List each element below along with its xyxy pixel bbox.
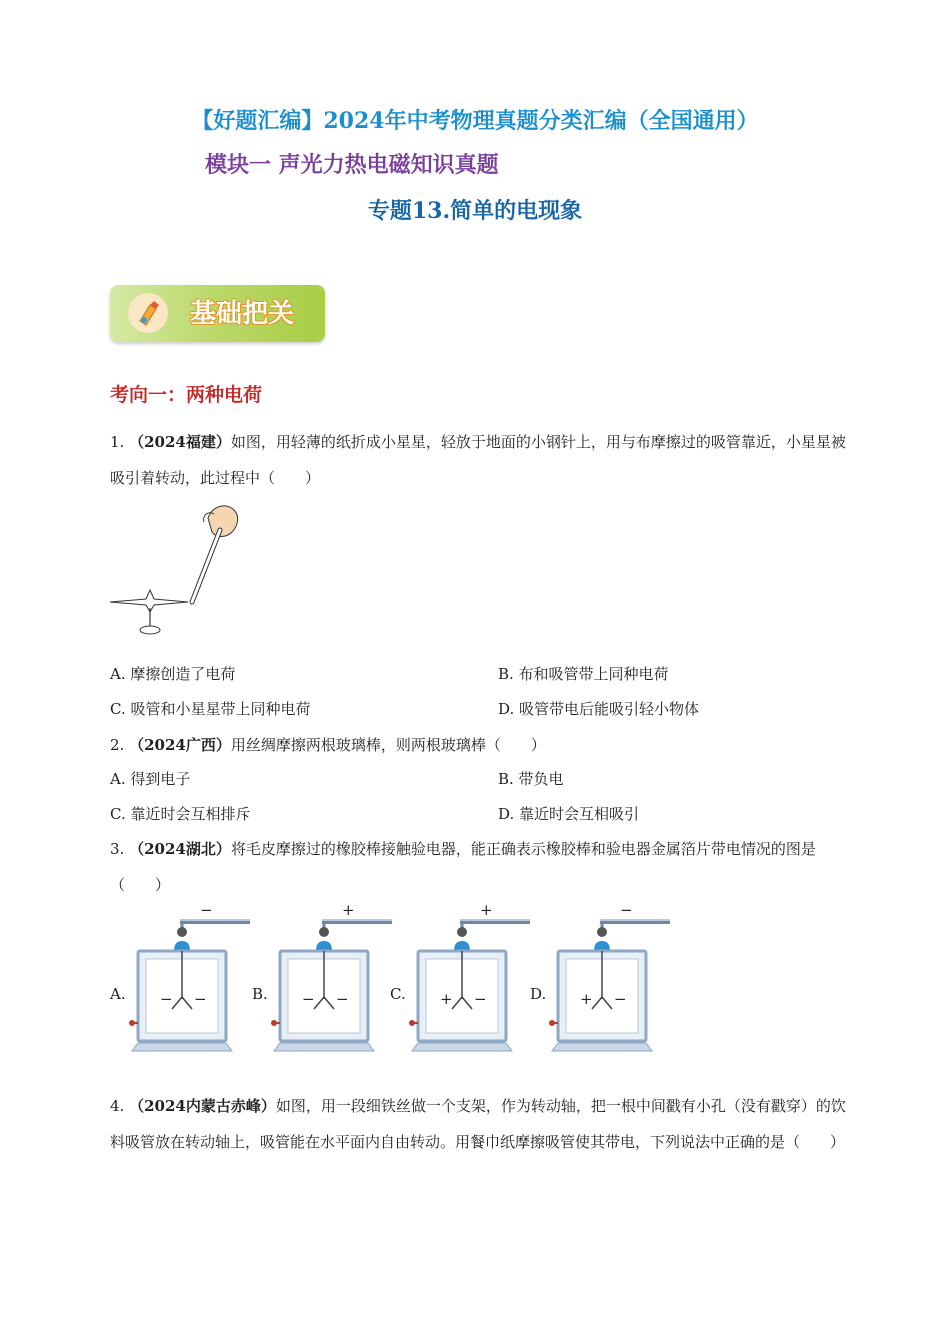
electroscope-diagram <box>128 905 253 1057</box>
q2-option-a: A. 得到电子 <box>110 770 191 788</box>
q1-option-a: A. 摩擦创造了电荷 <box>110 665 236 683</box>
q2-option-c: C. 靠近时会互相排斥 <box>110 805 251 823</box>
pen-icon <box>128 293 168 333</box>
left-foil-charge: − <box>302 990 315 1008</box>
electroscope-diagram <box>548 905 673 1057</box>
q2-option-d: D. 靠近时会互相吸引 <box>498 805 640 823</box>
right-foil-charge: − <box>336 990 349 1008</box>
question-stem: 如图，用轻薄的纸折成小星星，轻放于地面的小钢针上，用与布摩擦过的吸管靠近，小星星被吸引着转动，此过程中（ ） <box>110 433 846 487</box>
right-foil-charge: − <box>614 990 627 1008</box>
right-foil-charge: − <box>194 990 207 1008</box>
section-title: 考向一：两种电荷 <box>110 384 263 406</box>
star-straw-figure <box>108 500 248 638</box>
electroscope-label: B. <box>252 985 268 1003</box>
question-source: （2024广西） <box>129 736 231 754</box>
q1-option-c: C. 吸管和小星星带上同种电荷 <box>110 700 311 718</box>
rod-charge: − <box>200 905 213 919</box>
question-stem: 如图，用一段细铁丝做一个支架，作为转动轴，把一根中间戳有小孔（没有戳穿）的饮料吸管放在转动轴上，吸管能在水平面内自由转动。用餐巾纸摩擦吸管使其带电，下列说法中正确的是（ ） <box>110 1097 846 1151</box>
left-foil-charge: + <box>580 990 593 1008</box>
module-title: 模块一 声光力热电磁知识真题 <box>205 152 499 178</box>
topic-title: 专题13.简单的电现象 <box>367 198 583 224</box>
q2-option-b: B. 带负电 <box>498 770 564 788</box>
electroscope-label: C. <box>390 985 406 1003</box>
right-foil-charge: − <box>474 990 487 1008</box>
rod-charge: + <box>480 905 493 919</box>
rod-charge: − <box>620 905 633 919</box>
badge-label: 基础把关 <box>190 299 295 329</box>
question-stem: 用丝绸摩擦两根玻璃棒，则两根玻璃棒（ ） <box>230 736 546 754</box>
question-number: 3. <box>110 840 125 858</box>
question-source: （2024福建） <box>129 433 231 451</box>
q1-option-d: D. 吸管带电后能吸引轻小物体 <box>498 700 700 718</box>
doc-title: 【好题汇编】2024年中考物理真题分类汇编（全国通用） <box>191 108 759 134</box>
electroscope-label: A. <box>110 985 126 1003</box>
question-stem: 将毛皮摩擦过的橡胶棒接触验电器，能正确表示橡胶棒和验电器金属箔片带电情况的图是（ ） <box>110 840 816 894</box>
section-badge <box>110 285 325 342</box>
left-foil-charge: + <box>440 990 453 1008</box>
question-source: （2024湖北） <box>129 840 231 858</box>
q1-option-b: B. 布和吸管带上同种电荷 <box>498 665 669 683</box>
question-3 <box>110 831 850 903</box>
question-1 <box>110 424 850 496</box>
question-source: （2024内蒙古赤峰） <box>129 1097 276 1115</box>
question-number: 2. <box>110 736 125 754</box>
electroscope-diagram <box>408 905 533 1057</box>
question-2 <box>110 727 850 763</box>
electroscope-label: D. <box>530 985 547 1003</box>
question-number: 1. <box>110 433 125 451</box>
left-foil-charge: − <box>160 990 173 1008</box>
question-4 <box>110 1088 850 1160</box>
electroscope-diagram <box>270 905 395 1057</box>
question-number: 4. <box>110 1097 125 1115</box>
rod-charge: + <box>342 905 355 919</box>
